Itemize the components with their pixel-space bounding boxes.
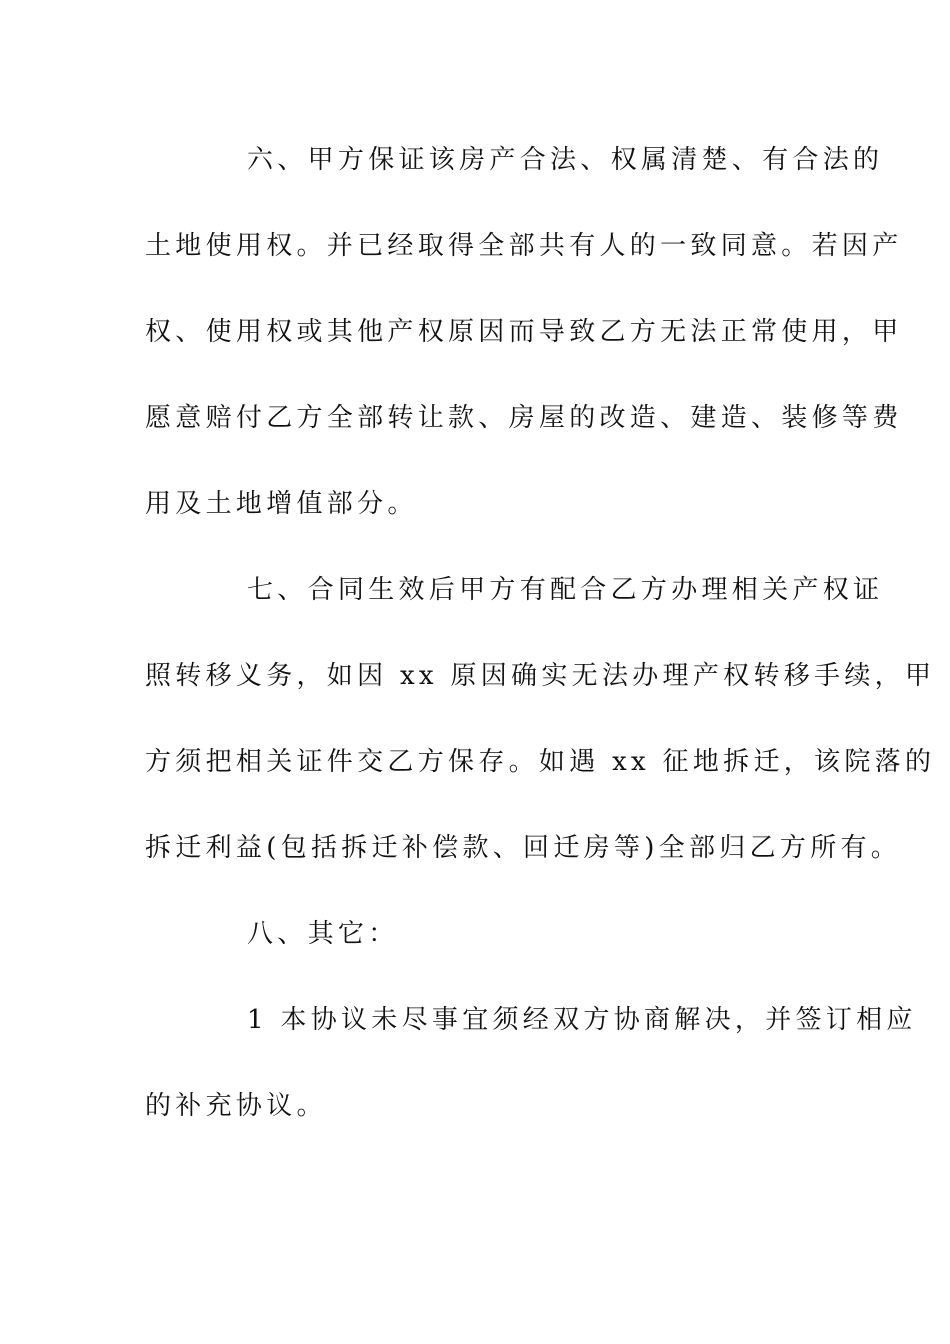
paragraph-7-line-4: 拆迁利益(包括拆迁补偿款、回迁房等)全部归乙方所有。 — [145, 833, 902, 863]
paragraph-6-line-1: 六、甲方保证该房产合法、权属清楚、有合法的 — [247, 145, 884, 175]
clause-1-line-2: 的补充协议。 — [145, 1091, 327, 1121]
paragraph-6-line-5: 用及土地增值部分。 — [145, 489, 418, 519]
clause-1-line-1: 1 本协议未尽事宜须经双方协商解决，并签订相应 — [247, 1005, 917, 1035]
paragraph-6-line-3: 权、使用权或其他产权原因而导致乙方无法正常使用，甲 — [145, 317, 903, 347]
paragraph-6-line-2: 土地使用权。并已经取得全部共有人的一致同意。若因产 — [145, 231, 903, 261]
paragraph-7-line-3: 方须把相关证件交乙方保存。如遇 xx 征地拆迁，该院落的 — [145, 747, 936, 777]
paragraph-7-line-2: 照转移义务，如因 xx 原因确实无法办理产权转移手续，甲 — [145, 661, 936, 691]
paragraph-7-line-1: 七、合同生效后甲方有配合乙方办理相关产权证 — [247, 575, 884, 605]
paragraph-6-line-4: 愿意赔付乙方全部转让款、房屋的改造、建造、装修等费 — [145, 403, 903, 433]
section-8-heading: 八、其它： — [247, 919, 399, 949]
